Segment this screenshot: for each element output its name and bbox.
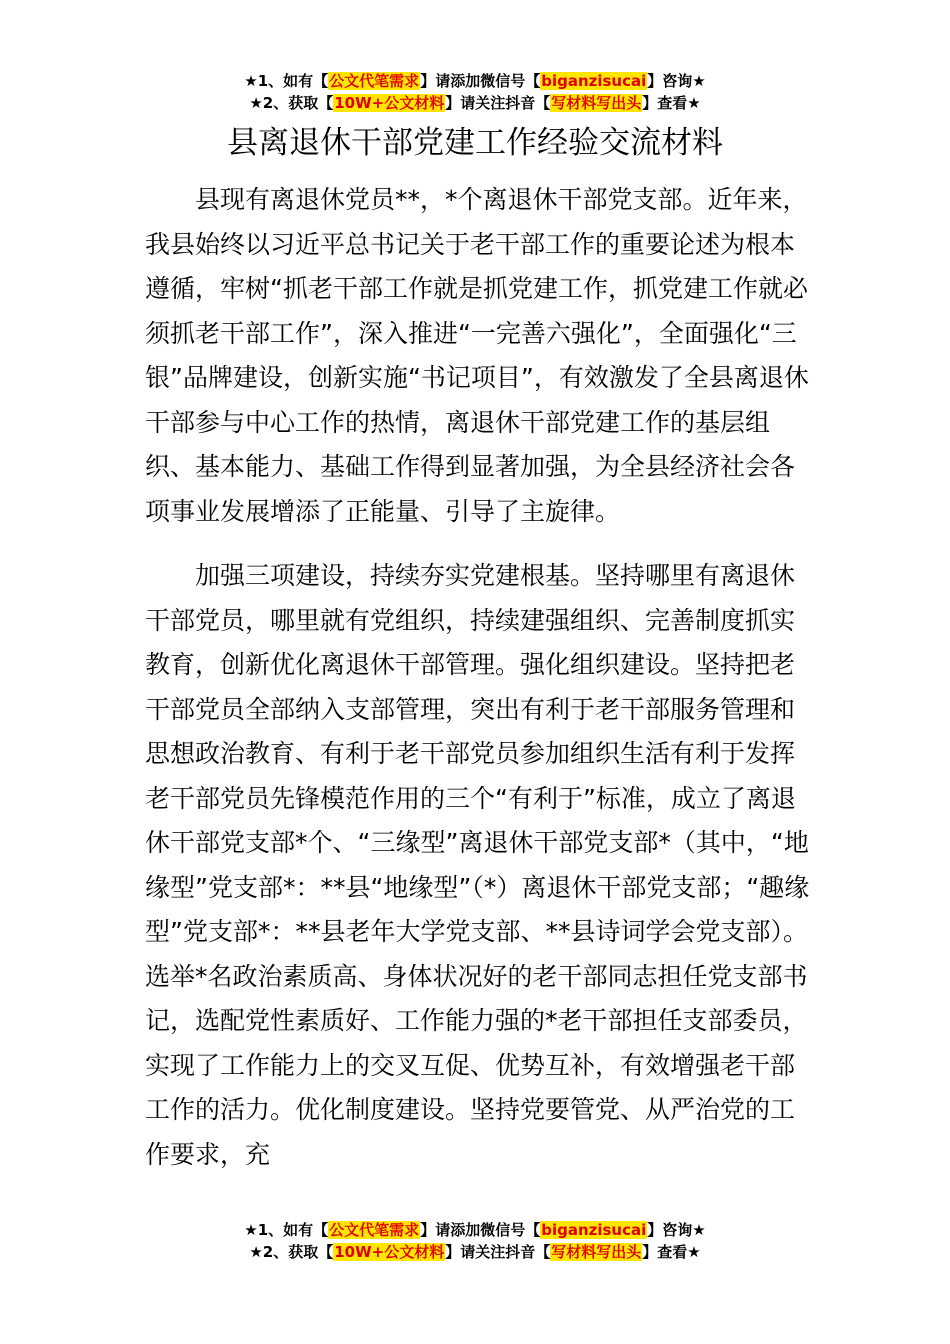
footer-banner: [0, 1219, 950, 1263]
banner-highlight: 公文代笔需求: [329, 72, 420, 90]
banner-text: ★2、获取【: [249, 1243, 334, 1261]
banner-text: 】请添加微信号【: [420, 1221, 541, 1239]
banner-text: 】请关注抖音【: [445, 1243, 551, 1261]
page-title: 县离退休干部党建工作经验交流材料: [227, 125, 723, 161]
banner-highlight: biganzisucai: [541, 72, 647, 90]
banner-highlight: 写材料写出头: [551, 1243, 642, 1261]
paragraph: 县现有离退休党员**，*个离退休干部党支部。近年来，我县始终以习近平总书记关于老干部工作的重要论述为根本遵循，牢树“抓老干部工作就是抓党建工作，抓党建工作就必须抓老干部工作”，深入推进“一完善六强化”，全面强化“三银”品牌建设，创新实施“书记项目”，有效激发了全县离退休干部参与中心工作的热情，离退休干部党建工作的基层组织、基本能力、基础工作得到显著加强，为全县经济社会各项事业发展增添了正能量、引导了主旋律。: [145, 185, 809, 526]
banner-highlight: 写材料写出头: [551, 94, 642, 112]
banner-line-2: [0, 1241, 950, 1263]
banner-highlight: 10W+公文材料: [334, 1243, 445, 1261]
banner-text: ★1、如有【: [244, 1221, 329, 1239]
banner-highlight: biganzisucai: [541, 1221, 647, 1239]
banner-text: 】咨询★: [647, 72, 706, 90]
paragraph: 加强三项建设，持续夯实党建根基。坚持哪里有离退休干部党员，哪里就有党组织，持续建强组织、完善制度抓实教育，创新优化离退休干部管理。强化组织建设。坚持把老干部党员全部纳入支部管理，突出有利于老干部服务管理和思想政治教育、有利于老干部党员参加组织生活有利于发挥老干部党员先锋模范作用的三个“有利于”标准，成立了离退休干部党支部*个、“三缘型”离退休干部党支部*（其中，“地缘型”党支部*：**县“地缘型”（*）离退休干部党支部；“趣缘型”党支部*：**县老年大学党支部、**县诗词学会党支部）。选举*名政治素质高、身体状况好的老干部同志担任党支部书记，选配党性素质好、工作能力强的*老干部担任支部委员，实现了工作能力上的交叉互促、优势互补，有效增强老干部工作的活力。优化制度建设。坚持党要管党、从严治党的工作要求，充: [145, 561, 810, 1169]
banner-text: 】咨询★: [647, 1221, 706, 1239]
banner-highlight: 公文代笔需求: [329, 1221, 420, 1239]
header-banner: [0, 70, 950, 114]
banner-text: ★1、如有【: [244, 72, 329, 90]
banner-line-2: [0, 92, 950, 114]
banner-highlight: 10W+公文材料: [334, 94, 445, 112]
banner-line-1: [0, 70, 950, 92]
banner-text: ★2、获取【: [249, 94, 334, 112]
banner-text: 】请关注抖音【: [445, 94, 551, 112]
banner-text: 】查看★: [642, 94, 701, 112]
document-body: [145, 178, 811, 1177]
banner-text: 】查看★: [642, 1243, 701, 1261]
banner-text: 】请添加微信号【: [420, 72, 541, 90]
banner-line-1: [0, 1219, 950, 1241]
